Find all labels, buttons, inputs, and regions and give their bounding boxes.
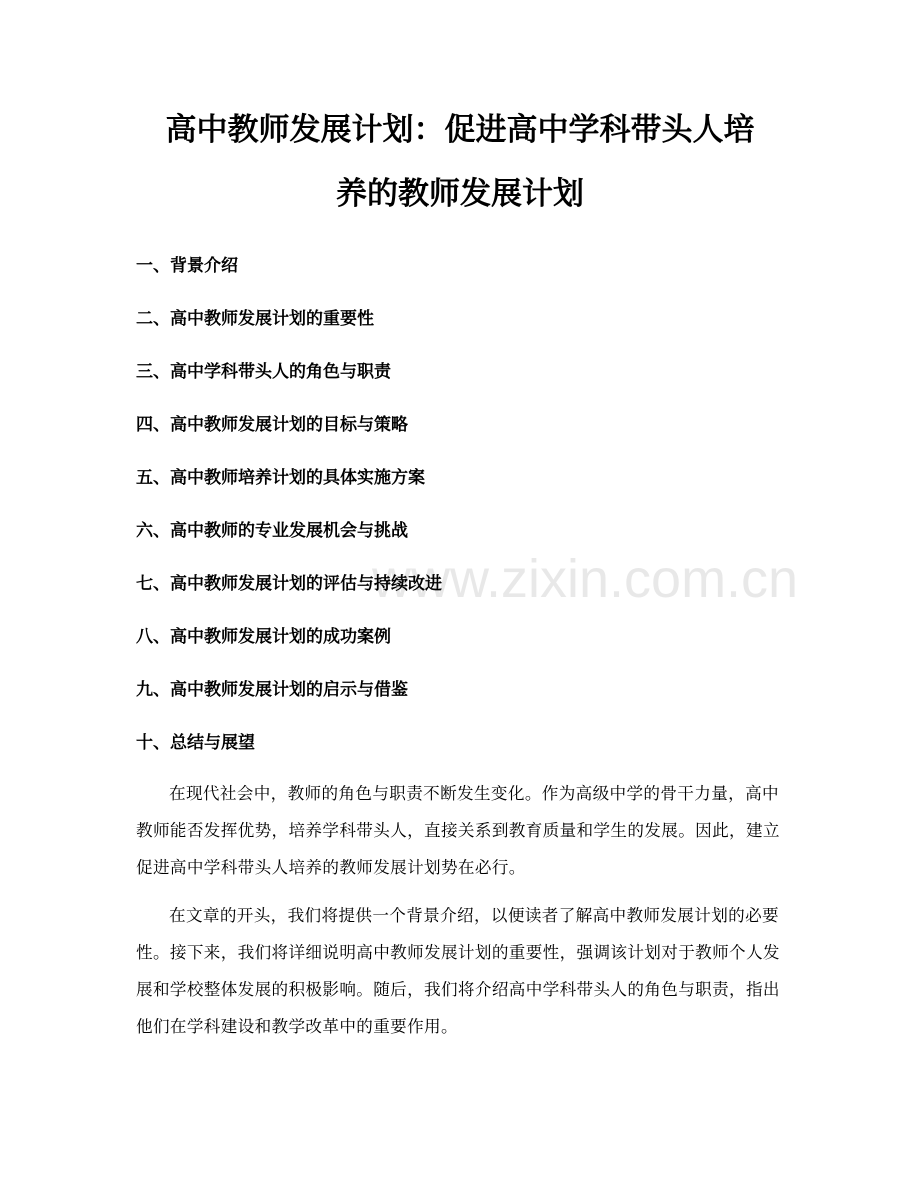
toc-item-2: 二、高中教师发展计划的重要性 <box>136 309 374 329</box>
toc-item-8: 八、高中教师发展计划的成功案例 <box>136 627 391 647</box>
watermark: www.zixin.com.cn <box>372 549 799 609</box>
body-paragraph-1: 在现代社会中，教师的角色与职责不断发生变化。作为高级中学的骨干力量，高中教师能否发挥优势，培养学科带头人，直接关系到教育质量和学生的发展。因此，建立促进高中学科带头人培养的教师发展计划势在必行。 <box>136 784 780 877</box>
body-paragraph-2: 在文章的开头，我们将提供一个背景介绍，以便读者了解高中教师发展计划的必要性。接下来，我们将详细说明高中教师发展计划的重要性，强调该计划对于教师个人发展和学校整体发展的积极影响。随后，我们将介绍高中学科带头人的角色与职责，指出他们在学科建设和教学改革中的重要作用。 <box>136 906 780 1036</box>
toc-item-3: 三、高中学科带头人的角色与职责 <box>136 362 391 382</box>
toc-item-4: 四、高中教师发展计划的目标与策略 <box>136 415 408 435</box>
document-title-line-1: 高中教师发展计划：促进高中学科带头人培 <box>165 112 755 148</box>
toc-item-10: 十、总结与展望 <box>136 733 255 753</box>
toc-item-6: 六、高中教师的专业发展机会与挑战 <box>136 521 408 541</box>
toc-item-5: 五、高中教师培养计划的具体实施方案 <box>136 468 425 488</box>
toc-item-9: 九、高中教师发展计划的启示与借鉴 <box>136 680 408 700</box>
document-title-line-2: 养的教师发展计划 <box>336 176 584 212</box>
table-of-contents <box>136 248 442 778</box>
toc-item-7: 七、高中教师发展计划的评估与持续改进 <box>136 574 442 594</box>
toc-item-1: 一、背景介绍 <box>136 256 238 276</box>
